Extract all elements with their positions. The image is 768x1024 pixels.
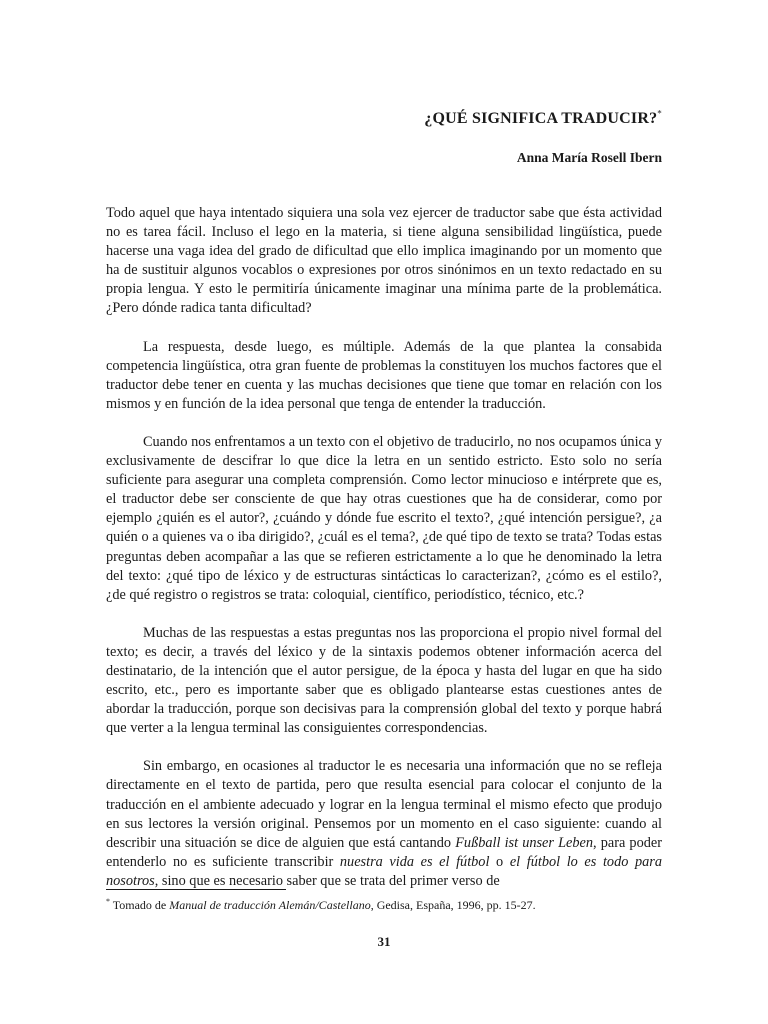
paragraph — [106, 338, 662, 414]
paragraph-run: Todo aquel que haya intentado siquiera una sola vez ejercer de traductor sabe que ésta actividad no es tarea fácil. Incluso el lego en la materia, si tiene alguna sensibilidad lingüística, puede hacerse una vaga idea del grado de dificultad que ello implica imaginando por un momento que ha de sustituir algunos vocablos o expresiones por otros sinónimos en un texto redactado en su propia lengua. Y esto le permitiría únicamente imaginar una mínima parte de la problemática. ¿Pero dónde radica tanta dificultad? — [106, 205, 662, 317]
paragraph — [106, 624, 662, 739]
footnote-mark: * — [106, 897, 110, 906]
title-text: ¿QUÉ SIGNIFICA TRADUCIR? — [424, 110, 658, 127]
body-text — [106, 204, 662, 910]
italic-translation-option: el fútbol lo es todo para nosotros — [106, 853, 662, 889]
paragraph-run: La respuesta, desde luego, es múltiple. Además de la que plantea la consabida competencia lingüística, otra gran fuente de problemas la constituyen los muchos factores que el traductor debe tener en cuenta y las muchas decisiones que tiene que tomar en relación con los mismos y en función de la idea personal que tenga de entender la traducción. — [106, 338, 662, 412]
footnote-divider — [106, 889, 286, 890]
footnote — [106, 898, 536, 913]
page-number: 31 — [377, 934, 391, 949]
footnote-book-title: Manual de traducción Alemán/Castellano — [169, 898, 371, 912]
italic-song-title: Fußball ist unser Leben — [455, 834, 594, 851]
footnote-run: , Gedisa, España, 1996, pp. 15-27. — [370, 898, 536, 912]
title-footnote-mark: * — [657, 108, 662, 119]
paragraph-run: , para poder entenderlo no es suficiente transcribir — [106, 834, 662, 870]
paragraph — [106, 757, 662, 891]
document-page — [106, 0, 662, 1024]
paragraph-run: Cuando nos enfrentamos a un texto con el objetivo de traducirlo, no nos ocupamos única y exclusivamente de descifrar lo que dice la letra en un sentido estricto. Esto solo no sería suficiente para asegurar una completa comprensión. Como lector minucioso e intérprete que es, el traductor debe ser consciente de que hay otras cuestiones que ha de considerar, como por ejemplo ¿quién es el autor?, ¿cuándo y dónde fue escrito el texto?, ¿qué intención persigue?, ¿a quién o a quienes va o iba dirigido?, ¿cuál es el tema?, ¿de qué tipo de texto se trata? Todas estas preguntas deben acompañar a las que se refieren estrictamente a lo que he denominado la letra del texto: ¿qué tipo de léxico y de estructuras sintácticas lo caracterizan?, ¿cómo es el estilo?, ¿de qué registro o registros se trata: coloquial, científico, periodístico, técnico, etc.? — [106, 433, 662, 603]
paragraph-run: o — [489, 853, 510, 870]
paragraph-run: Muchas de las respuestas a estas preguntas nos las proporciona el propio nivel formal del texto; es decir, a través del léxico y de la sintaxis podemos obtener información acerca del destinatario, de la intención que el autor persigue, de la época y hasta del lugar en que ha sido escrito, etc., pero es importante saber que es obligado plantearse estas cuestiones antes de abordar la traducción, porque son decisivas para la comprensión global del texto y porque habrá que verter a la lengua terminal las consiguientes correspondencias. — [106, 624, 662, 737]
paragraph-run: Sin embargo, en ocasiones al traductor le es necesaria una información que no se refleja directamente en el texto de partida, pero que resulta esencial para colocar el conjunto de la traducción en el ambiente adecuado y lograr en la lengua terminal el mismo efecto que produjo en sus lectores la versión original. Pensemos por un momento en el caso siguiente: cuando al describir una situación se dice de alguien que está cantando — [106, 758, 662, 851]
author-name: Anna María Rosell Ibern — [516, 150, 662, 165]
paragraph — [106, 433, 662, 605]
italic-translation-option: nuestra vida es el fútbol — [339, 853, 490, 870]
article-title — [424, 110, 662, 128]
paragraph-run: , sino que es necesario saber que se trata del primer verso de — [154, 872, 500, 889]
footnote-run: Tomado de — [110, 898, 170, 912]
paragraph — [106, 204, 662, 319]
